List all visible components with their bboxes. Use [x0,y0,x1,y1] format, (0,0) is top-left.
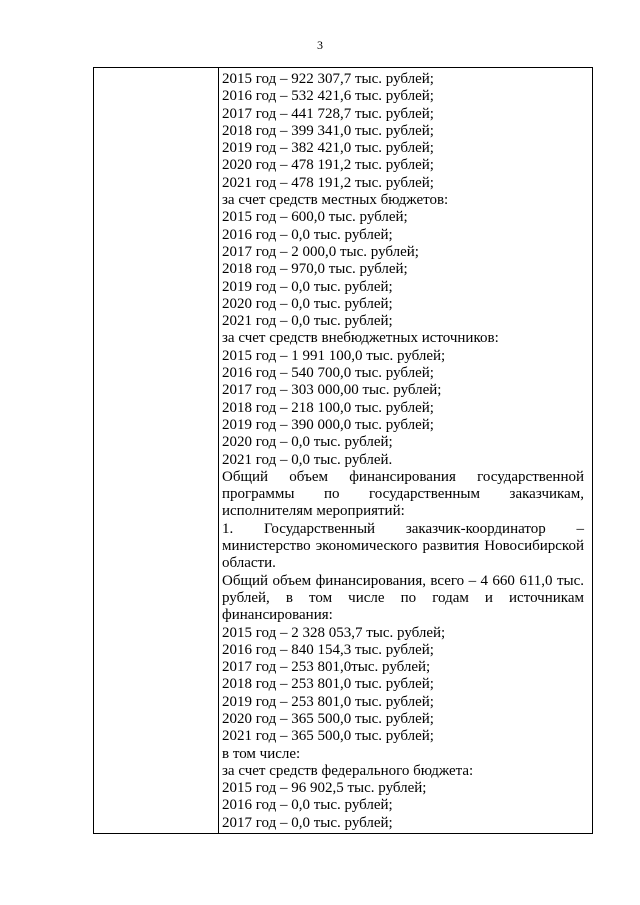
text-line: 2017 год – 441 728,7 тыс. рублей; [222,105,434,122]
text-line: 2019 год – 253 801,0 тыс. рублей; [222,693,434,710]
total-funding-heading: Общий объем финансирования государственной программы по государственным заказчикам, исполнителям мероприятий: [222,468,584,520]
text-line: 2016 год – 0,0 тыс. рублей; [222,226,393,243]
funding-text-cell [222,71,584,832]
text-line: 2018 год – 218 100,0 тыс. рублей; [222,399,434,416]
text-line: 2015 год – 96 902,5 тыс. рублей; [222,780,427,797]
text-line: 2021 год – 365 500,0 тыс. рублей; [222,728,434,745]
text-line: 2021 год – 0,0 тыс. рублей. [222,451,393,468]
text-line: 2017 год – 2 000,0 тыс. рублей; [222,243,419,260]
text-line: 2020 год – 0,0 тыс. рублей; [222,434,393,451]
text-line: 2017 год – 0,0 тыс. рублей; [222,814,393,831]
text-line: в том числе: [222,745,301,762]
text-line: 2018 год – 399 341,0 тыс. рублей; [222,122,434,139]
text-line: 2017 год – 303 000,00 тыс. рублей; [222,382,442,399]
text-line: 2016 год – 840 154,3 тыс. рублей; [222,641,434,658]
funding-table [93,67,593,834]
column-divider [218,68,219,833]
text-line: 2019 год – 0,0 тыс. рублей; [222,278,393,295]
text-line: 2018 год – 253 801,0 тыс. рублей; [222,676,434,693]
total-amount-paragraph: Общий объем финансирования, всего – 4 660 611,0 тыс. рублей, в том числе по годам и источникам финансирования: [222,572,584,624]
text-line: 2020 год – 365 500,0 тыс. рублей; [222,710,434,727]
text-line: 2019 год – 382 421,0 тыс. рублей; [222,140,434,157]
text-line: 2015 год – 922 307,7 тыс. рублей; [222,71,434,87]
text-line: 2016 год – 0,0 тыс. рублей; [222,797,393,814]
text-line: 2016 год – 540 700,0 тыс. рублей; [222,365,434,382]
customer-coordinator-paragraph: 1. Государственный заказчик-координатор – министерство экономического развития Новосибирской области. [222,520,584,572]
text-line: 2015 год – 2 328 053,7 тыс. рублей; [222,624,446,641]
text-line: 2015 год – 1 991 100,0 тыс. рублей; [222,347,446,364]
text-line: 2017 год – 253 801,0тыс. рублей; [222,659,431,676]
text-line: 2021 год – 0,0 тыс. рублей; [222,313,393,330]
page-number: 3 [317,38,323,52]
text-line: 2016 год – 532 421,6 тыс. рублей; [222,88,434,105]
text-line: 2015 год – 600,0 тыс. рублей; [222,209,408,226]
text-line: 2018 год – 970,0 тыс. рублей; [222,261,408,278]
source-heading: за счет средств внебюджетных источников: [222,330,499,347]
text-line: 2020 год – 478 191,2 тыс. рублей; [222,157,434,174]
source-heading: за счет средств федерального бюджета: [222,762,474,779]
text-line: 2021 год – 478 191,2 тыс. рублей; [222,174,434,191]
text-line: 2020 год – 0,0 тыс. рублей; [222,295,393,312]
text-line: 2019 год – 390 000,0 тыс. рублей; [222,416,434,433]
source-heading: за счет средств местных бюджетов: [222,192,449,209]
